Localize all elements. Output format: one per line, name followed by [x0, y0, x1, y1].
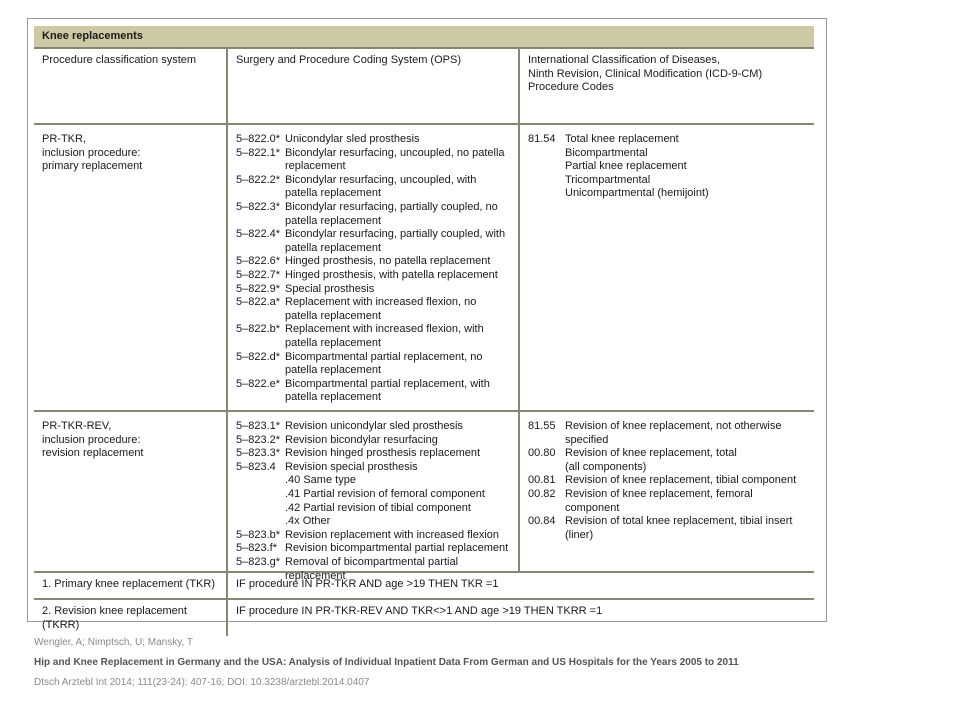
citation-title: Hip and Knee Replacement in Germany and the USA: Analysis of Individual Inpatient Data From German and US Hospitals for the Years 2005 to 2011	[34, 657, 739, 668]
pr-tkr-rev-label-line: inclusion procedure:	[42, 433, 141, 446]
icd-desc: Tricompartmental	[565, 173, 651, 186]
ops-desc: Revision bicompartmental partial replacement	[285, 542, 509, 555]
ops-code: 5–822.0*	[236, 133, 281, 145]
ops-desc: Bicompartmental partial replacement, no patella replacement	[285, 350, 483, 377]
ops-entry	[236, 283, 510, 297]
ops-desc: Bicompartmental partial replacement, with patella replacement	[285, 377, 490, 404]
ops-desc: Replacement with increased flexion, no patella replacement	[285, 296, 477, 322]
ops-subentry: .4x Other	[285, 515, 331, 528]
ops-entry	[236, 147, 510, 174]
ops-code: 5–822.4*	[236, 228, 281, 241]
tkrr-rule	[228, 600, 814, 636]
ops-desc: Revision replacement with increased flexion	[285, 528, 499, 541]
pr-tkr-rev-label-line: PR-TKR-REV,	[42, 420, 112, 432]
ops-code: 5–823.1*	[236, 420, 281, 432]
ops-entry	[236, 323, 510, 350]
ops-code: 5–822.1*	[236, 146, 281, 159]
header-col3-line: Procedure Codes	[528, 81, 614, 94]
pr-tkr-rev-ops-cell	[228, 412, 520, 582]
citation-source: Dtsch Arztebl Int 2014; 111(23-24): 407-16; DOI: 10.3238/arztebl.2014.0407	[34, 677, 370, 688]
tkr-rule-row	[34, 573, 814, 600]
icd-desc-cont: specified	[565, 433, 609, 446]
icd-desc: Total knee replacement	[565, 133, 679, 145]
header-col1	[34, 49, 228, 123]
tkr-rule-text: IF procedure IN PR-TKR AND age >19 THEN TKR =1	[236, 578, 499, 590]
icd-desc: Revision of knee replacement, not otherwise	[565, 420, 782, 432]
header-row	[34, 49, 814, 125]
ops-code: 5–822.6*	[236, 255, 281, 268]
header-col3	[520, 49, 814, 123]
pr-tkr-label-line: PR-TKR,	[42, 133, 86, 145]
ops-entry	[236, 378, 510, 405]
tkr-label-text: 1. Primary knee replacement (TKR)	[42, 578, 215, 590]
ops-desc: Revision hinged prosthesis replacement	[285, 447, 481, 460]
pr-tkr-label	[34, 125, 228, 410]
icd-desc-cont: (all components)	[565, 460, 647, 473]
ops-entry	[236, 447, 510, 461]
ops-code: 5–822.e*	[236, 377, 281, 390]
pr-tkr-rev-label	[34, 412, 228, 571]
tkrr-label-line: 2. Revision knee replacement	[42, 605, 187, 617]
icd-entry	[528, 447, 806, 461]
ops-desc: Replacement with increased flexion, with patella replacement	[285, 323, 484, 349]
ops-code: 5–822.9*	[236, 282, 281, 295]
header-col2-text: Surgery and Procedure Coding System (OPS)	[236, 54, 461, 66]
ops-entry	[236, 269, 510, 283]
ops-code: 5–822.d*	[236, 350, 281, 363]
ops-entry	[236, 133, 510, 147]
header-col3-line: International Classification of Diseases,	[528, 54, 720, 66]
ops-code: 5–823.4	[236, 460, 276, 473]
icd-desc: Bicompartmental	[565, 146, 648, 159]
tkrr-rule-text: IF procedure IN PR-TKR-REV AND TKR<>1 AND age >19 THEN TKRR =1	[236, 605, 603, 617]
pr-tkr-rev-label-line: revision replacement	[42, 447, 144, 460]
icd-desc-cont: (liner)	[565, 528, 594, 541]
ops-desc: Hinged prosthesis, with patella replacement	[285, 268, 498, 281]
ops-desc: Revision unicondylar sled prosthesis	[285, 420, 463, 432]
icd-entry	[528, 474, 806, 488]
header-col1-text: Procedure classification system	[42, 54, 197, 66]
table-title: Knee replacements	[34, 26, 814, 49]
ops-desc: Bicondylar resurfacing, uncoupled, no patella replacement	[285, 146, 505, 173]
icd-desc: Revision of total knee replacement, tibial insert	[565, 515, 793, 528]
ops-code: 5–823.2*	[236, 433, 281, 446]
ops-desc: Bicondylar resurfacing, partially coupled, with patella replacement	[285, 228, 506, 254]
ops-code: 5–822.2*	[236, 173, 281, 186]
icd-code: 81.54	[528, 133, 556, 145]
icd-code: 00.82	[528, 487, 556, 500]
icd-code: 81.55	[528, 420, 556, 432]
ops-entry	[236, 174, 510, 201]
icd-entry	[528, 515, 806, 529]
ops-entry	[236, 542, 510, 556]
ops-desc: Bicondylar resurfacing, partially coupled, no patella replacement	[285, 200, 498, 227]
icd-desc: Revision of knee replacement, tibial component	[565, 474, 797, 487]
ops-entry	[236, 296, 510, 323]
tkr-label	[34, 573, 228, 598]
icd-desc: Unicompartmental (hemijoint)	[565, 187, 709, 200]
tkrr-label	[34, 600, 228, 636]
icd-desc: Revision of knee replacement, femoral component	[565, 487, 753, 514]
ops-code: 5–822.b*	[236, 323, 281, 336]
tkr-rule	[228, 573, 814, 598]
ops-code: 5–822.a*	[236, 296, 281, 309]
ops-desc: Bicondylar resurfacing, uncoupled, with patella replacement	[285, 173, 477, 200]
ops-code: 5–823.3*	[236, 447, 281, 460]
header-col3-line: Ninth Revision, Clinical Modification (ICD-9-CM)	[528, 67, 763, 80]
ops-subentry: .42 Partial revision of tibial component	[285, 501, 471, 514]
ops-desc: Unicondylar sled prosthesis	[285, 133, 420, 145]
ops-desc: Hinged prosthesis, no patella replacement	[285, 255, 491, 268]
ops-entry	[236, 255, 510, 269]
ops-entry	[236, 529, 510, 543]
ops-desc: Special prosthesis	[285, 282, 375, 295]
ops-code: 5–822.7*	[236, 268, 281, 281]
icd-code: 00.81	[528, 474, 556, 487]
pr-tkr-ops-cell	[228, 125, 520, 410]
ops-entry	[236, 351, 510, 378]
pr-tkr-label-line: primary replacement	[42, 160, 143, 173]
knee-replacements-table	[34, 26, 814, 631]
ops-code: 5–823.g*	[236, 555, 281, 568]
ops-code: 5–823.b*	[236, 528, 281, 541]
pr-tkr-label-line: inclusion procedure:	[42, 146, 141, 159]
ops-entry	[236, 461, 510, 475]
tkrr-label-line: (TKRR)	[42, 618, 80, 631]
ops-desc: Removal of bicompartmental partial replacement	[285, 555, 459, 582]
ops-code: 5–823.f*	[236, 542, 277, 555]
icd-entry	[528, 420, 806, 434]
ops-subentry: .41 Partial revision of femoral component	[285, 487, 485, 500]
ops-code: 5–822.3*	[236, 200, 281, 213]
icd-code: 00.84	[528, 515, 556, 528]
ops-entry	[236, 228, 510, 255]
ops-desc: Revision special prosthesis	[285, 460, 418, 473]
pr-tkr-rev-row	[34, 412, 814, 582]
ops-desc: Revision bicondylar resurfacing	[285, 433, 438, 446]
pr-tkr-rev-icd-cell	[520, 412, 814, 571]
icd-desc: Revision of knee replacement, total	[565, 447, 737, 460]
pr-tkr-icd-cell	[520, 125, 814, 410]
ops-entry	[236, 201, 510, 228]
icd-desc: Partial knee replacement	[565, 160, 687, 173]
icd-entry	[528, 488, 806, 515]
pr-tkr-row	[34, 125, 814, 412]
icd-code: 00.80	[528, 447, 556, 460]
ops-entry	[236, 420, 510, 434]
tkrr-rule-row	[34, 600, 814, 636]
citation-authors: Wengler, A; Nimptsch, U; Mansky, T	[34, 637, 193, 648]
ops-subentry: .40 Same type	[285, 474, 356, 487]
ops-entry	[236, 434, 510, 448]
header-col2	[228, 49, 520, 123]
icd-entry	[528, 133, 806, 147]
